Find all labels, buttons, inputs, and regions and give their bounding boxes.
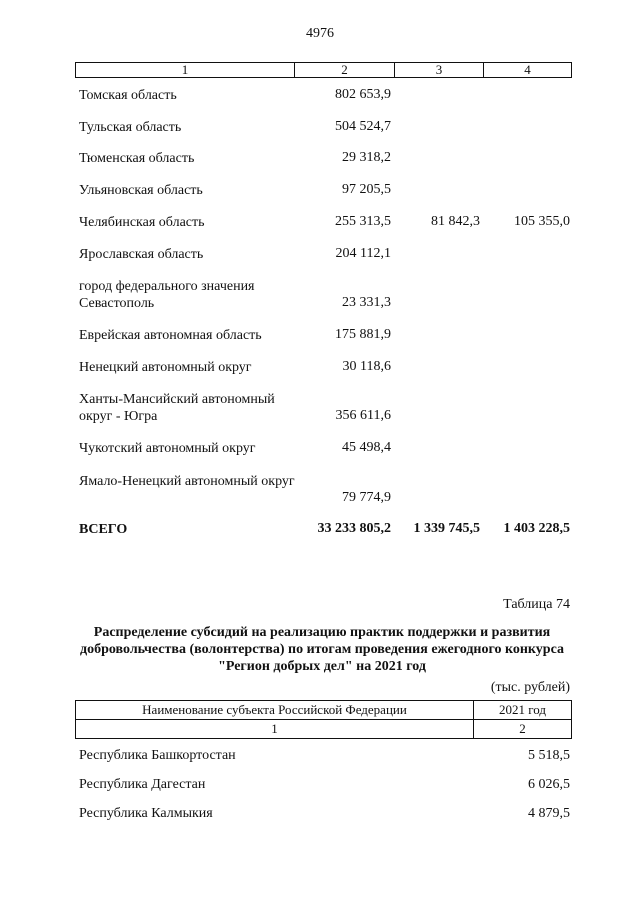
table-title: Распределение субсидий на реализацию практик поддержки и развития добровольчества (волонтерства) по итогам проведения ежегодного конкурса "Регион добрых дел" на 2021 год <box>80 625 564 674</box>
total-col2: 33 233 805,2 <box>317 521 391 536</box>
subsidy-value: 4 879,5 <box>528 806 570 821</box>
table1-column-numbers <box>75 62 572 78</box>
value-col4: 105 355,0 <box>514 214 570 229</box>
total-col3: 1 339 745,5 <box>413 521 480 536</box>
region-name: Республика Башкортостан <box>79 748 236 763</box>
region-name: Ханты-Мансийский автономный округ - Югра <box>79 392 275 424</box>
value-col2: 30 118,6 <box>342 359 391 374</box>
value-col2: 45 498,4 <box>342 440 391 455</box>
region-name: Республика Дагестан <box>79 777 206 792</box>
column-number-1: 1 <box>76 720 474 738</box>
region-name: Республика Калмыкия <box>79 806 213 821</box>
value-col2: 175 881,9 <box>335 327 391 342</box>
value-col3: 81 842,3 <box>431 214 480 229</box>
value-col2: 504 524,7 <box>335 119 391 134</box>
total-label: ВСЕГО <box>79 522 128 537</box>
value-col2: 255 313,5 <box>335 214 391 229</box>
table2-header <box>75 700 572 739</box>
region-name: город федерального значения Севастополь <box>79 279 255 311</box>
value-col2: 204 112,1 <box>335 246 391 261</box>
column-number-4: 4 <box>524 62 531 77</box>
value-col2: 29 318,2 <box>342 150 391 165</box>
subsidy-value: 5 518,5 <box>528 748 570 763</box>
value-col2: 97 205,5 <box>342 182 391 197</box>
region-name: Ярославская область <box>79 247 204 262</box>
value-col2: 802 653,9 <box>335 87 391 102</box>
region-name: Ульяновская область <box>79 183 203 198</box>
value-col2: 79 774,9 <box>342 490 391 505</box>
region-name: Ненецкий автономный округ <box>79 360 252 375</box>
column-number-1: 1 <box>76 63 295 77</box>
column-number-2: 2 <box>519 721 526 736</box>
region-name: Ямало-Ненецкий автономный округ <box>79 474 295 489</box>
column-number-2: 2 <box>295 63 395 77</box>
region-name: Челябинская область <box>79 215 205 230</box>
units-label: (тыс. рублей) <box>490 680 570 695</box>
column-number-3: 3 <box>395 63 484 77</box>
header-year: 2021 год <box>499 702 546 717</box>
header-region-name: Наименование субъекта Российской Федерации <box>76 701 474 719</box>
value-col2: 356 611,6 <box>335 408 391 423</box>
subsidy-value: 6 026,5 <box>528 777 570 792</box>
region-name: Еврейская автономная область <box>79 328 262 343</box>
table-label: Таблица 74 <box>503 597 570 612</box>
total-col4: 1 403 228,5 <box>503 521 570 536</box>
region-name: Тульская область <box>79 120 182 135</box>
page-number: 4976 <box>306 26 334 41</box>
region-name: Томская область <box>79 88 177 103</box>
value-col2: 23 331,3 <box>342 295 391 310</box>
region-name: Тюменская область <box>79 151 195 166</box>
region-name: Чукотский автономный округ <box>79 441 256 456</box>
